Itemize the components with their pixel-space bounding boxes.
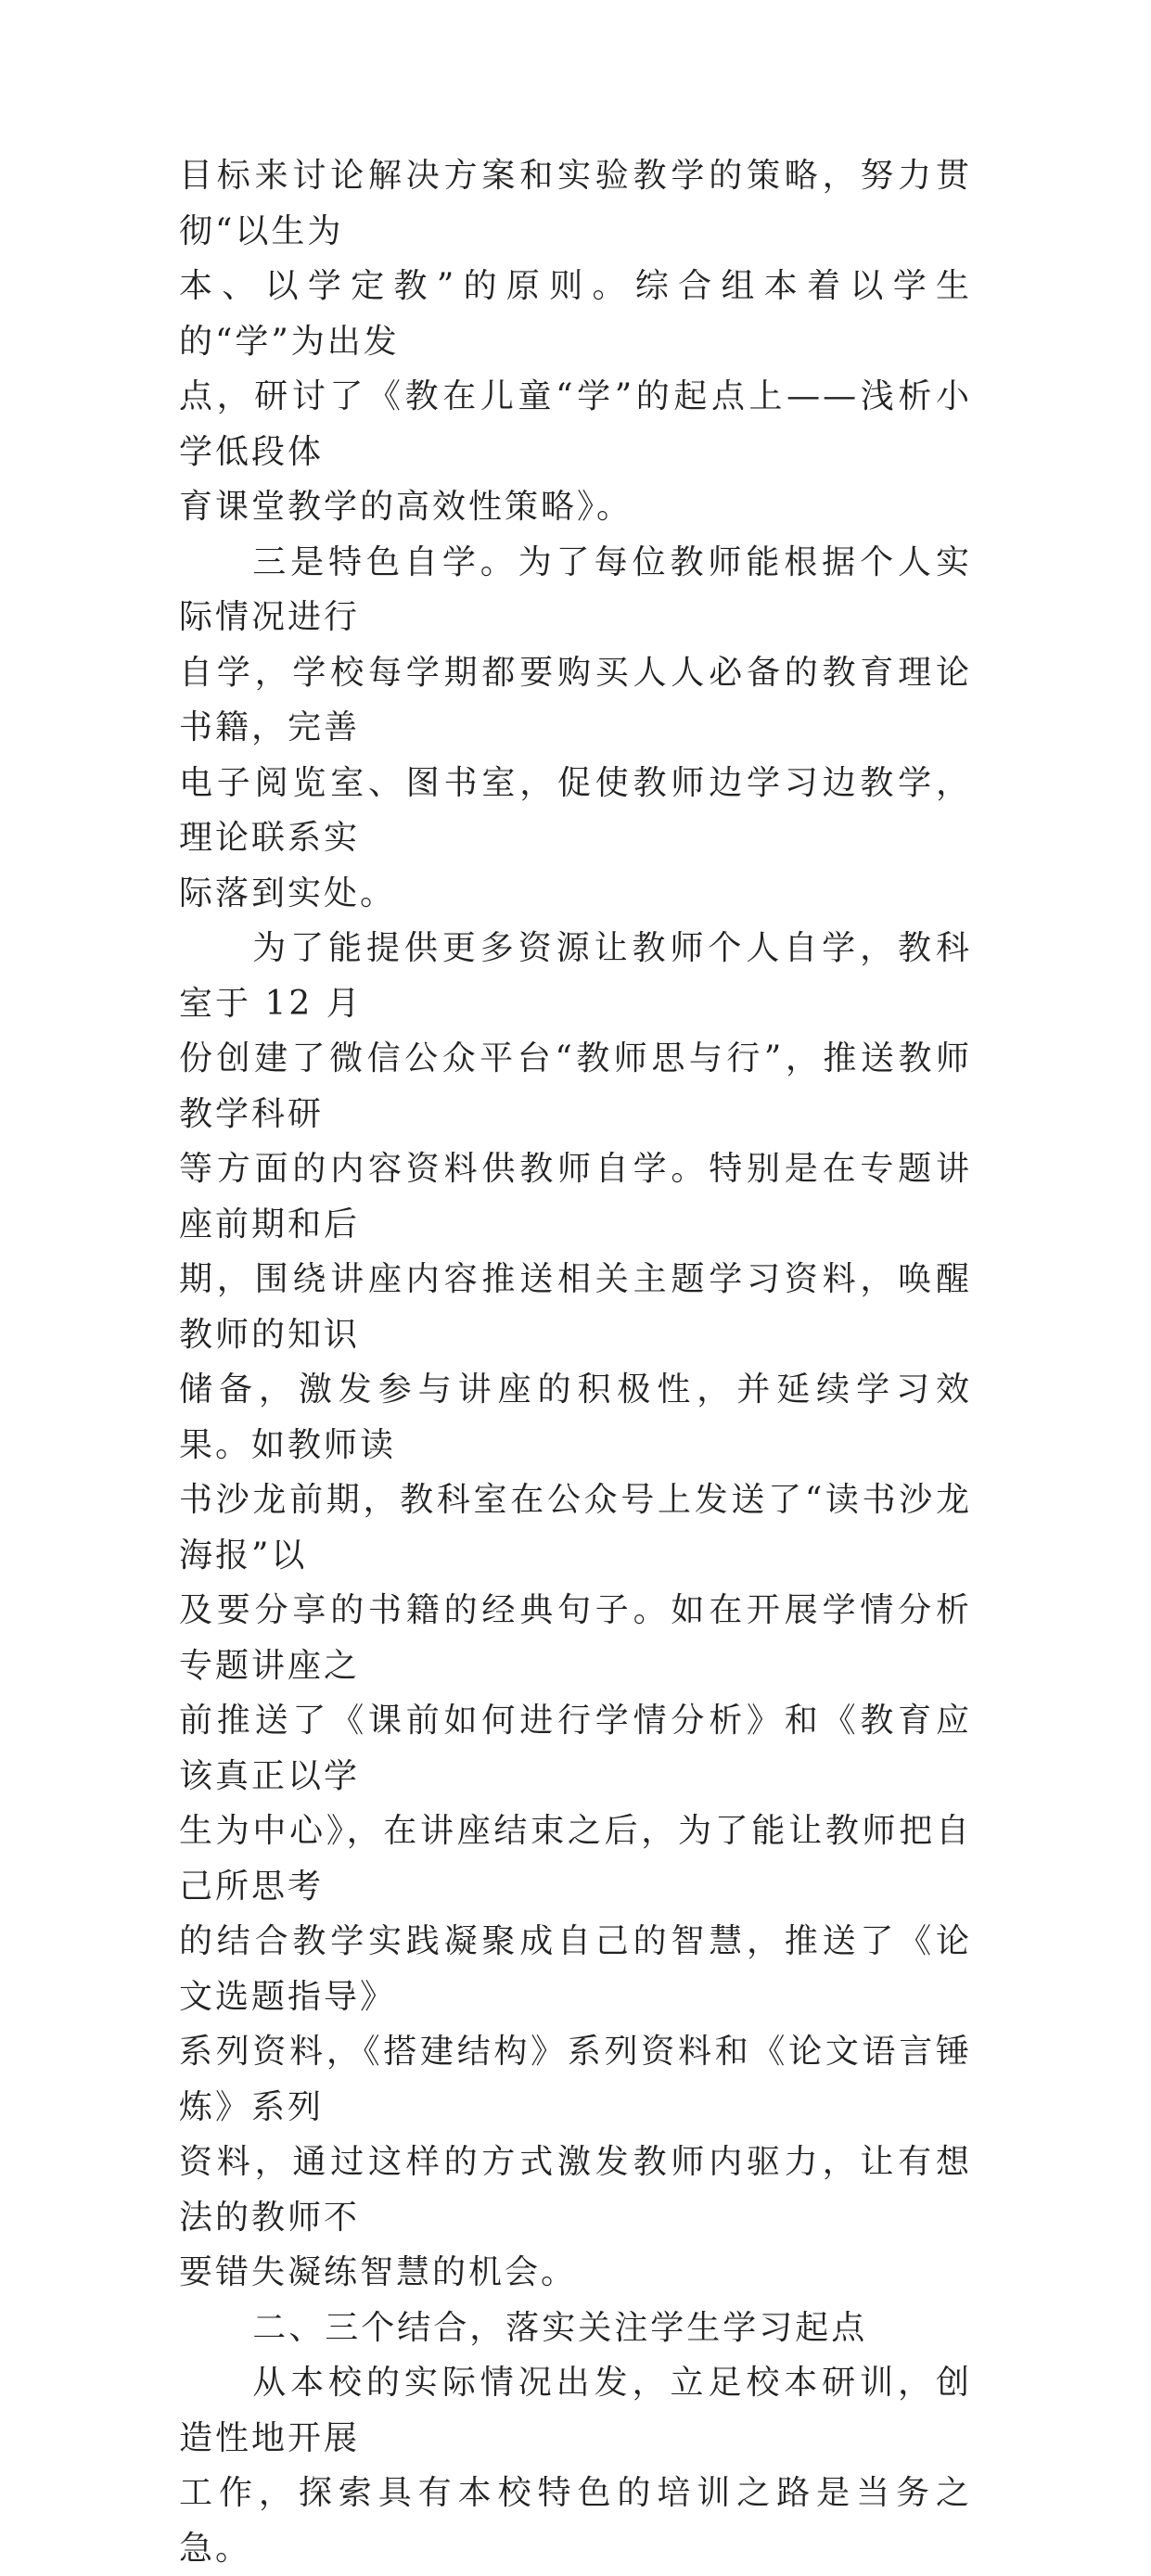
text-line: 三是特色自学。为了每位教师能根据个人实际情况进行 [179,542,972,636]
paragraph-school-training [179,2355,972,2576]
paragraph-self-study [179,535,972,922]
text-line: 为了能提供更多资源让教师个人自学，教科室于 12 月 [179,929,972,1023]
text-line: 自学，学校每学期都要购买人人必备的教育理论书籍，完善 [179,653,972,746]
text-line: 育课堂教学的高效性策略》。 [179,488,633,526]
text-line: 及要分享的书籍的经典句子。如在开展学情分析专题讲座之 [179,1591,972,1685]
text-line: 目标来讨论解决方案和实验教学的策略，努力贯彻“以生为 [179,157,972,250]
text-line: 的结合教学实践凝聚成自己的智慧，推送了《论文选题指导》 [179,1922,972,2016]
text-line: 点，研讨了《教在儿童“学”的起点上——浅析小学低段体 [179,377,972,471]
text-line: 储备，激发参与讲座的积极性，并延续学习效果。如教师读 [179,1371,972,1464]
text-line: 从本校的实际情况出发，立足校本研训，创造性地开展 [179,2364,972,2457]
text-line: 前推送了《课前如何进行学情分析》和《教育应该真正以学 [179,1702,972,1795]
text-line: 要错失凝练智慧的机会。 [179,2253,578,2291]
text-line: 份创建了微信公众平台“教师思与行”，推送教师教学科研 [179,1039,972,1133]
text-line: 二、三个结合，落实关注学生学习起点 [252,2308,868,2347]
text-line: 等方面的内容资料供教师自学。特别是在专题讲座前期和后 [179,1150,972,1243]
text-line: 电子阅览室、图书室，促使教师边学习边教学，理论联系实 [179,763,972,857]
text-line: 资料，通过这样的方式激发教师内驱力，让有想法的教师不 [179,2143,972,2237]
document-body [179,148,972,2576]
paragraph-wechat-platform [179,921,972,2301]
text-line: 本、以学定教”的原则。综合组本着以学生的“学”为出发 [179,267,972,361]
text-line: 期，围绕讲座内容推送相关主题学习资料，唤醒教师的知识 [179,1260,972,1354]
section-heading-three-combinations [179,2301,972,2356]
text-line: 书沙龙前期，教科室在公众号上发送了“读书沙龙海报”以 [179,1481,972,1575]
paragraph-strategy-conclusion [179,148,972,535]
text-line: 生为中心》，在讲座结束之后，为了能让教师把自己所思考 [179,1812,972,1906]
text-line: 际落到实处。 [179,874,397,912]
text-line: 工作，探索具有本校特色的培训之路是当务之急。 [179,2474,972,2568]
text-line: 系列资料，《搭建结构》系列资料和《论文语言锤炼》系列 [179,2033,972,2126]
